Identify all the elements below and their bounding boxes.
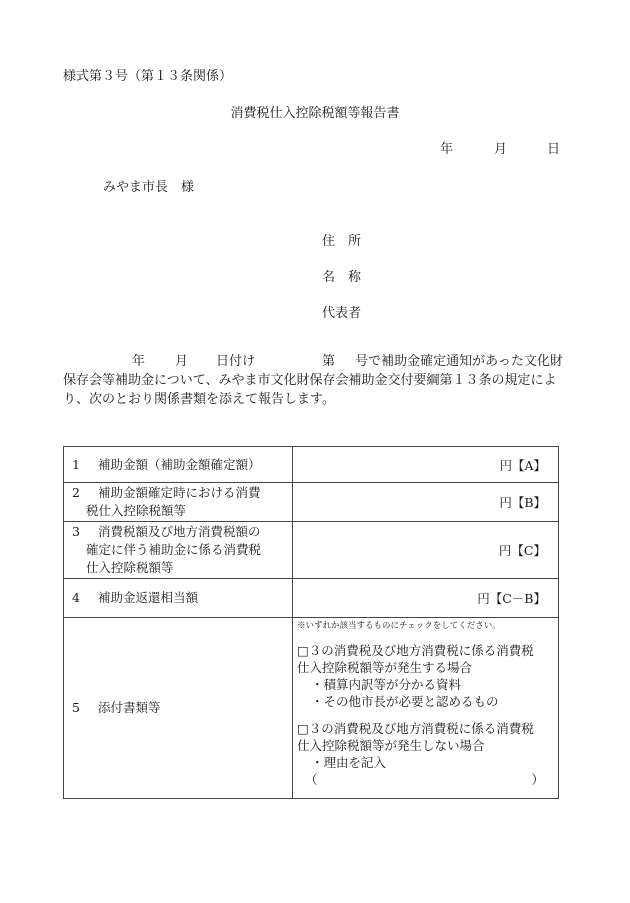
option-line: □３の消費税及び地方消費税に係る消費税 xyxy=(297,643,534,658)
option-line: 仕入控除税額等が発生する場合 xyxy=(297,660,473,675)
table-row xyxy=(64,579,559,618)
body-month: 月 xyxy=(175,354,189,369)
row-label-line: 補助金返還相当額 xyxy=(98,590,199,605)
date-year: 年 xyxy=(440,142,454,157)
option-line: □３の消費税及び地方消費税に係る消費税 xyxy=(297,721,534,736)
row-label-line: 仕入控除税額等 xyxy=(86,560,174,575)
reason-field xyxy=(297,771,558,788)
row-number: 5 xyxy=(72,700,80,715)
option-not-incurred xyxy=(297,720,558,788)
row-label-line: 補助金額確定時における消費 xyxy=(98,485,261,500)
row-number: 4 xyxy=(72,590,80,605)
row-number: 3 xyxy=(72,524,80,539)
row-label-line: 税仕入控除税額等 xyxy=(86,503,187,518)
attachment-cell xyxy=(293,618,559,799)
sender-representative-label: 代表者 xyxy=(322,306,362,321)
bullet-item: ・積算内訳等が分かる資料 xyxy=(311,677,462,692)
row-label xyxy=(64,579,293,618)
form-number: 様式第３号（第１３条関係） xyxy=(63,69,233,84)
table-row xyxy=(64,618,559,799)
amount-cell: 円【C－B】 xyxy=(293,579,559,618)
report-body-text xyxy=(63,352,563,409)
report-table xyxy=(63,446,559,799)
document-title: 消費税仕入控除税額等報告書 xyxy=(230,106,400,121)
date-day: 日 xyxy=(547,142,561,157)
attachment-label: 添付書類等 xyxy=(98,700,161,715)
table-row xyxy=(64,522,559,579)
sender-address-label: 住 所 xyxy=(322,234,362,249)
row-label-line: 確定に伴う補助金に係る消費税 xyxy=(86,542,262,557)
row-label xyxy=(64,618,293,799)
row-label-line: 補助金額（補助金額確定額） xyxy=(98,456,261,472)
sender-name-label: 名 称 xyxy=(322,270,362,285)
paren-close: ） xyxy=(531,772,544,787)
body-year: 年 xyxy=(132,354,146,369)
date-month: 月 xyxy=(494,142,508,157)
table-row xyxy=(64,483,559,522)
table-row xyxy=(64,447,559,483)
row-label xyxy=(64,522,293,579)
body-day-dated: 日付け xyxy=(216,354,256,369)
row-label xyxy=(64,447,293,483)
bullet-item: ・その他市長が必要と認めるもの xyxy=(311,694,499,709)
amount-cell: 円【A】 xyxy=(293,447,559,483)
bullet-item: ・理由を記入 xyxy=(311,755,387,770)
row-label xyxy=(64,483,293,522)
paren-open: （ xyxy=(305,772,318,787)
option-line: 仕入控除税額等が発生しない場合 xyxy=(297,738,485,753)
body-number-prefix: 第 xyxy=(322,354,336,369)
row-label-line: 消費税額及び地方消費税額の xyxy=(98,524,261,539)
checkbox-instruction-note: ※いずれか該当するものにチェックをしてください。 xyxy=(297,621,501,631)
option-incurred xyxy=(297,642,558,710)
amount-cell: 円【B】 xyxy=(293,483,559,522)
row-number: 2 xyxy=(72,485,80,500)
body-main-text: 号で補助金確定通知があった文化財保存会等補助金について、みやま市文化財保存会補助金交付要綱第１３条の規定により、次のとおり関係書類を添えて報告します。 xyxy=(63,354,563,407)
row-number: 1 xyxy=(72,456,80,472)
amount-cell: 円【C】 xyxy=(293,522,559,579)
addressee: みやま市長 様 xyxy=(103,180,195,195)
